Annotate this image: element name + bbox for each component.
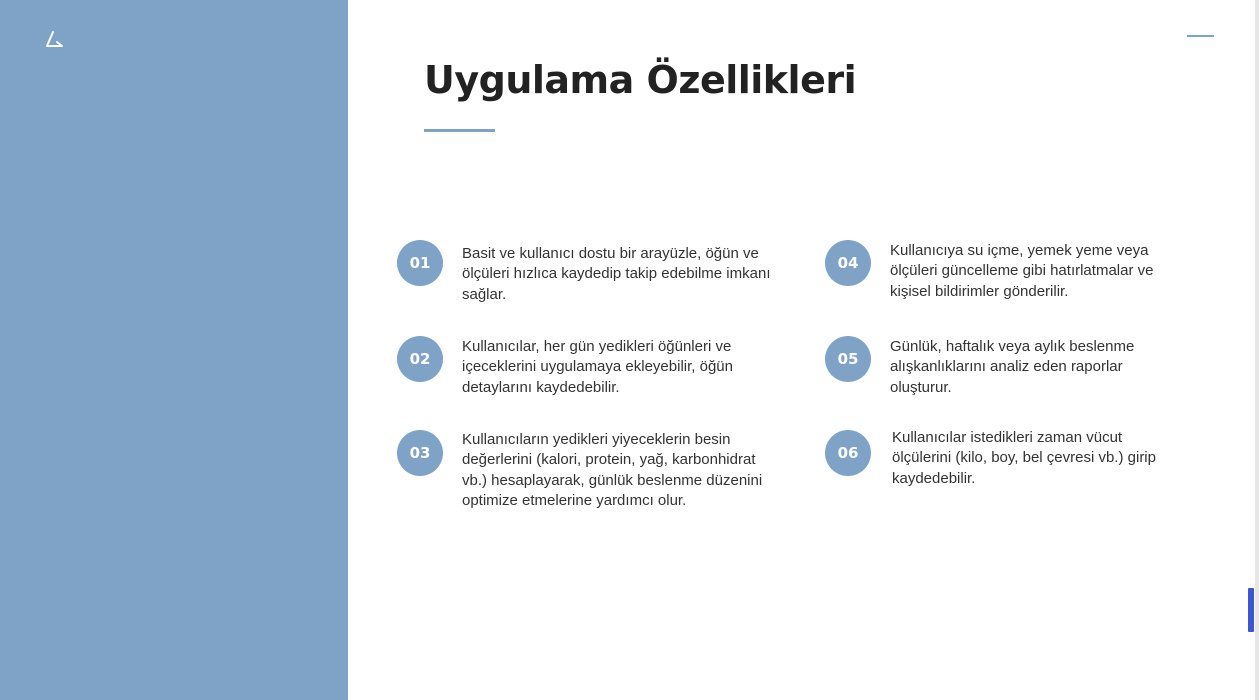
feature-description: Basit ve kullanıcı dostu bir arayüzle, öğün ve ölçüleri hızlıca kaydedip takip edebilme imkanı sağlar. bbox=[462, 245, 771, 303]
triangle-logo-icon[interactable] bbox=[44, 30, 66, 50]
feature-number-badge: 02 bbox=[397, 336, 443, 382]
menu-line-icon[interactable] bbox=[1187, 35, 1214, 37]
sidebar-panel bbox=[0, 0, 348, 700]
scrollbar-track[interactable] bbox=[1255, 0, 1259, 700]
feature-description: Kullanıcıya su içme, yemek yeme veya ölçüleri güncelleme gibi hatırlatmalar ve kişisel bildirimler gönderilir. bbox=[890, 242, 1154, 300]
feature-description: Kullanıcılar istedikleri zaman vücut ölçülerini (kilo, boy, bel çevresi vb.) girip kaydedebilir. bbox=[892, 429, 1156, 487]
page-title: Uygulama Özellikleri bbox=[424, 58, 857, 102]
feature-item-06 bbox=[825, 430, 1225, 489]
feature-number-badge: 01 bbox=[397, 240, 443, 286]
title-underline bbox=[424, 129, 495, 132]
feature-item-01 bbox=[397, 240, 787, 305]
feature-number-badge: 04 bbox=[825, 240, 871, 286]
feature-item-03 bbox=[397, 430, 787, 512]
feature-description: Kullanıcıların yedikleri yiyeceklerin besin değerlerini (kalori, protein, yağ, karbonhidrat vb.) hesaplayarak, günlük beslenme düzenini optimize etmelerine yardımcı olur. bbox=[462, 431, 763, 510]
feature-item-04 bbox=[825, 240, 1225, 302]
feature-number-badge: 03 bbox=[397, 430, 443, 476]
scrollbar-thumb[interactable] bbox=[1248, 588, 1254, 632]
feature-item-02 bbox=[397, 336, 787, 398]
feature-description: Kullanıcılar, her gün yedikleri öğünleri ve içeceklerini uygulamaya ekleyebilir, öğün detaylarını kaydedebilir. bbox=[462, 338, 733, 396]
feature-number-badge: 06 bbox=[825, 430, 871, 476]
feature-description: Günlük, haftalık veya aylık beslenme alışkanlıklarını analiz eden raporlar oluşturur. bbox=[890, 338, 1135, 396]
feature-number-badge: 05 bbox=[825, 336, 871, 382]
feature-item-05 bbox=[825, 336, 1225, 398]
